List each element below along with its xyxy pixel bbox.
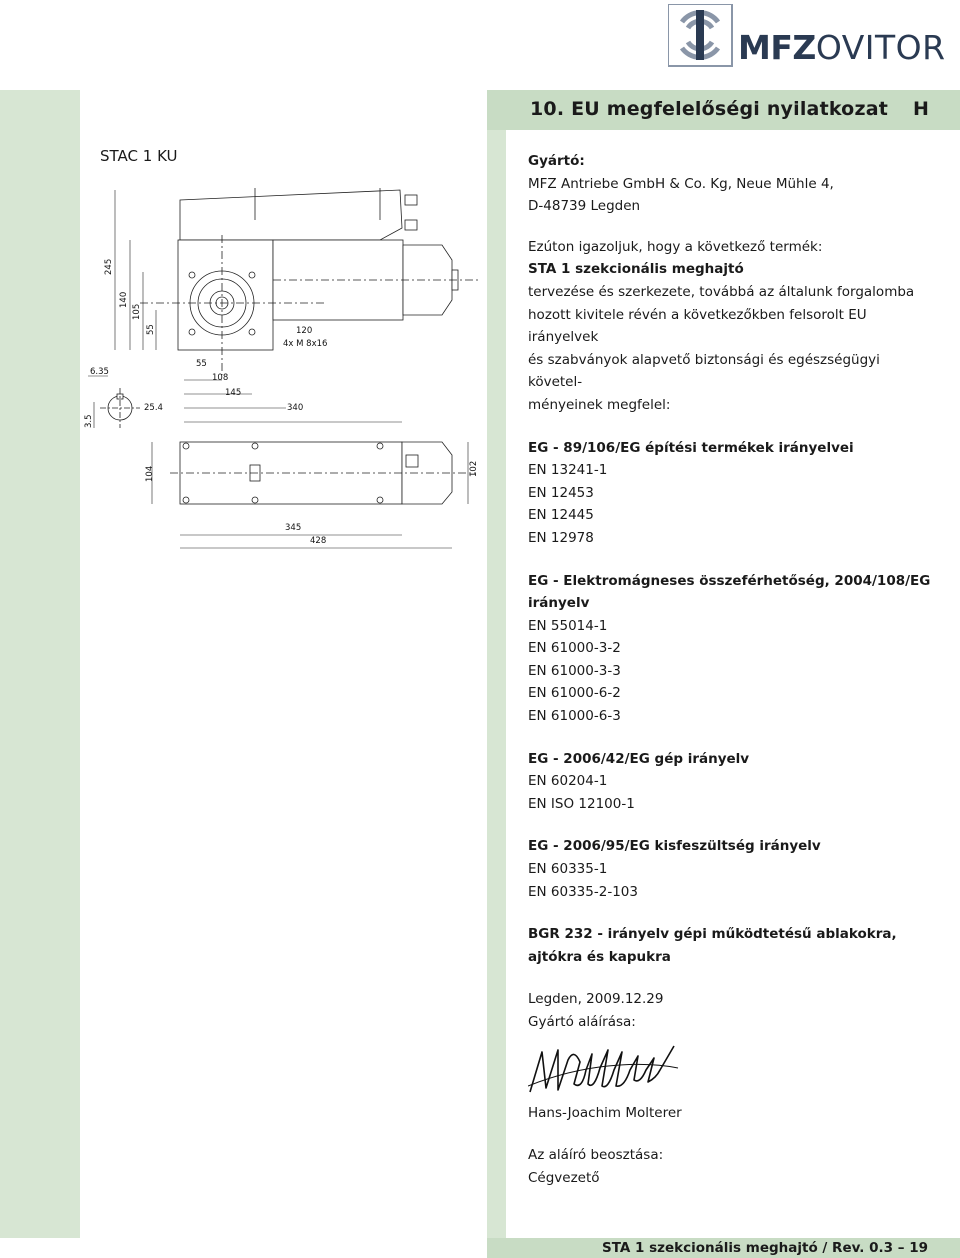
directive-title: EG - 2006/42/EG gép irányelv — [528, 750, 750, 767]
signature-label: Gyártó aláírása: — [528, 1014, 636, 1030]
left-color-band — [0, 90, 80, 1238]
dim-104: 104 — [145, 465, 155, 482]
drive-top-view — [170, 442, 475, 504]
signer-name: Hans-Joachim Molterer — [528, 1104, 682, 1121]
dim-25-4: 25.4 — [144, 403, 163, 413]
directive-title: BGR 232 - irányelv gépi működtetésű ablakokra, — [528, 926, 897, 943]
dim-102: 102 — [469, 460, 479, 477]
standard-item: EN 61000-6-2 — [528, 685, 621, 702]
dim-140: 140 — [119, 291, 129, 308]
dim-245: 245 — [104, 258, 114, 275]
technical-drawing — [80, 180, 485, 550]
dim-55-vertical: 55 — [146, 324, 156, 335]
intro-text: Ezúton igazoljuk, hogy a következő termék: — [528, 238, 823, 255]
shaft-detail — [100, 388, 140, 428]
directive-title: EG - 89/106/EG építési termékek irányelvei — [528, 439, 854, 456]
standard-item: EN 12445 — [528, 507, 594, 524]
model-label: STAC 1 KU — [100, 147, 178, 165]
dim-428: 428 — [310, 536, 327, 546]
body-line: tervezése és szerkezete, továbbá az általunk forgalomba — [528, 283, 915, 300]
place-date: Legden, 2009.12.29 — [528, 991, 664, 1008]
standard-item: EN 61000-3-2 — [528, 640, 621, 657]
dim-120: 120 — [296, 326, 313, 336]
standard-item: EN 60335-2-103 — [528, 883, 638, 900]
dim-340: 340 — [287, 403, 304, 413]
dim-345: 345 — [285, 523, 302, 533]
directive-title-cont: irányelv — [528, 595, 590, 612]
dim-3-5: 3.5 — [84, 414, 94, 428]
standard-item: EN 60204-1 — [528, 773, 608, 790]
standard-item: EN 61000-3-3 — [528, 662, 621, 679]
dim-108: 108 — [212, 373, 229, 383]
page-footer: STA 1 szekcionális meghajtó / Rev. 0.3 – 19 — [602, 1240, 928, 1256]
logo-wordmark — [738, 28, 946, 67]
standard-item: EN 60335-1 — [528, 861, 608, 878]
directive-title-cont: ajtókra és kapukra — [528, 948, 671, 965]
body-line: ményeinek megfelel: — [528, 396, 671, 413]
body-line: hozott kivitele révén a következőkben felsorolt EU irányelvek — [528, 306, 867, 346]
dim-105: 105 — [132, 303, 142, 320]
standard-item: EN 13241-1 — [528, 462, 608, 479]
standard-item: EN 61000-6-3 — [528, 708, 621, 725]
dim-6-35: 6.35 — [90, 367, 109, 377]
product-name: STA 1 szekcionális meghajtó — [528, 261, 744, 278]
standard-item: EN 55014-1 — [528, 617, 608, 634]
logo-bold: MFZ — [738, 28, 816, 67]
standard-item: EN ISO 12100-1 — [528, 795, 635, 812]
body-line: és szabványok alapvető biztonsági és egészségügyi követel- — [528, 351, 880, 391]
standard-item: EN 12453 — [528, 484, 594, 501]
position-label: Az aláíró beosztása: — [528, 1147, 664, 1164]
manufacturer-line-2: D-48739 Legden — [528, 198, 641, 215]
manufacturer-label: Gyártó: — [528, 153, 585, 169]
standard-item: EN 12978 — [528, 529, 594, 546]
declaration-text — [528, 150, 938, 1189]
section-letter: H — [913, 98, 929, 120]
dim-screws: 4x M 8x16 — [283, 339, 328, 349]
directive-title: EG - 2006/95/EG kisfeszültség irányelv — [528, 838, 821, 855]
column-divider-band — [487, 90, 506, 1238]
manufacturer-line-1: MFZ Antriebe GmbH & Co. Kg, Neue Mühle 4, — [528, 175, 834, 192]
signer-position: Cégvezető — [528, 1169, 600, 1186]
dim-145: 145 — [225, 388, 242, 398]
section-title: 10. EU megfelelőségi nyilatkozat — [530, 98, 889, 120]
logo-thin: OVITOR — [815, 28, 946, 67]
handwritten-signature — [528, 1040, 688, 1098]
dim-55-horizontal: 55 — [196, 359, 207, 369]
directive-title: EG - Elektromágneses összeférhetőség, 2004/108/EG — [528, 572, 931, 589]
